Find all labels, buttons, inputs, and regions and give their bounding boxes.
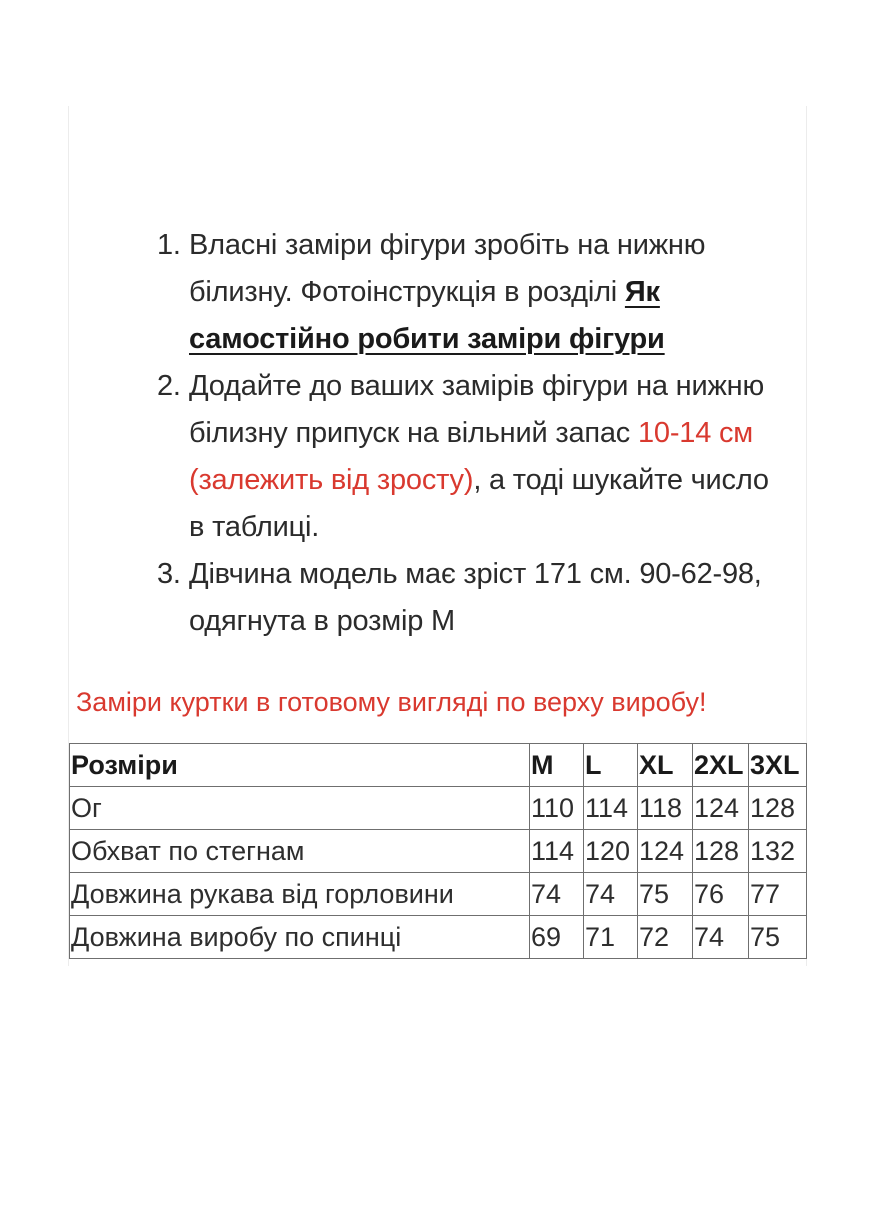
table-cell: 114 [530,830,584,873]
table-cell: 76 [693,873,749,916]
table-cell: 110 [530,787,584,830]
instruction-item-1 [150,222,790,363]
instruction-text: Додайте до ваших замірів фігури на нижню білизну припуск на вільний запас [189,370,765,449]
row-label: Обхват по стегнам [70,830,530,873]
table-row [70,873,807,916]
header-cell-m: M [530,744,584,787]
instruction-number: 1. [157,229,181,261]
table-row [70,787,807,830]
allowance-highlight: 10-14 см (залежить від зросту) [189,417,754,496]
header-cell-sizes: Розміри [70,744,530,787]
table-cell: 74 [530,873,584,916]
instruction-item-2 [150,363,790,551]
table-cell: 77 [749,873,807,916]
table-cell: 69 [530,916,584,959]
table-cell: 120 [584,830,638,873]
measurement-guide-link[interactable]: Як самостійно робити заміри фігури [189,276,665,355]
instruction-item-3 [150,551,790,645]
table-cell: 72 [638,916,693,959]
table-cell: 132 [749,830,807,873]
table-cell: 118 [638,787,693,830]
row-label: Довжина виробу по спинці [70,916,530,959]
table-cell: 74 [693,916,749,959]
table-cell: 128 [693,830,749,873]
table-header-row [70,744,807,787]
row-label: Ог [70,787,530,830]
table-cell: 124 [693,787,749,830]
table-cell: 71 [584,916,638,959]
table-cell: 124 [638,830,693,873]
table-cell: 75 [638,873,693,916]
instruction-number: 2. [157,370,181,402]
instruction-text: Дівчина модель має зріст 171 см. 90-62-98, одягнута в розмір М [189,558,762,637]
table-cell: 74 [584,873,638,916]
table-cell: 114 [584,787,638,830]
row-label: Довжина рукава від горловини [70,873,530,916]
table-cell: 128 [749,787,807,830]
table-row [70,916,807,959]
size-table [69,743,807,959]
header-cell-2xl: 2XL [693,744,749,787]
instruction-text-after: , а тоді шукайте число в таблиці. [189,464,769,543]
header-cell-xl: XL [638,744,693,787]
instructions-list [150,222,790,645]
header-cell-3xl: 3XL [749,744,807,787]
instruction-text: Власні заміри фігури зробіть на нижню білизну. Фотоінструкція в розділі [189,229,706,308]
instruction-number: 3. [157,558,181,590]
table-cell: 75 [749,916,807,959]
header-cell-l: L [584,744,638,787]
measurement-note: Заміри куртки в готовому вигляді по верху виробу! [76,687,707,717]
table-row [70,830,807,873]
